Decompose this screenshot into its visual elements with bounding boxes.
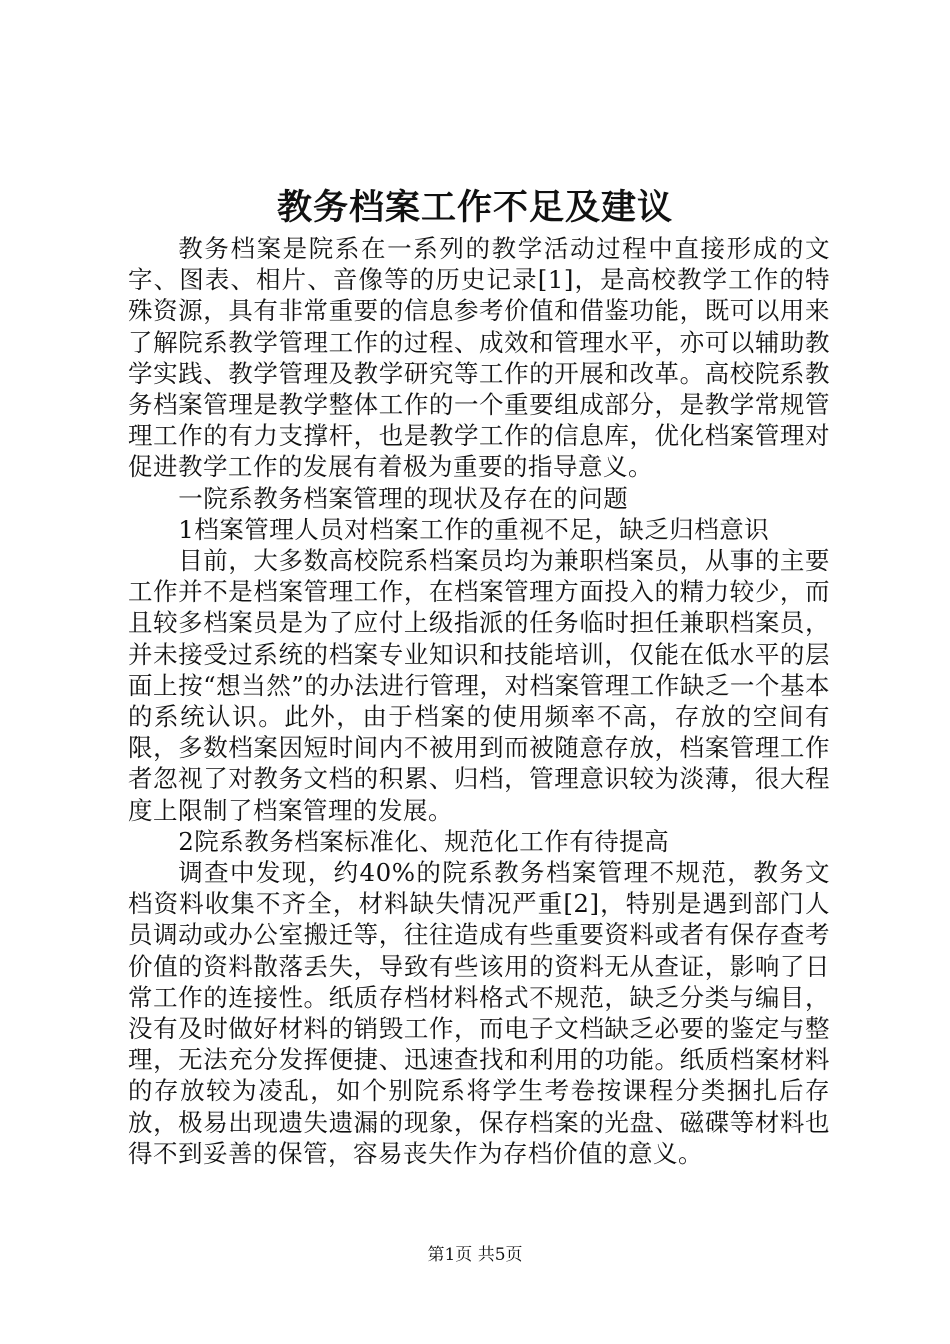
section-heading-1: 一院系教务档案管理的现状及存在的问题 [178,483,629,513]
subsection-heading-1: 1档案管理人员对档案工作的重视不足，缺乏归档意识 [178,514,770,544]
intro-paragraph: 教务档案是院系在一系列的教学活动过程中直接形成的文字、图表、相片、音像等的历史记录[1]，是高校教学工作的特殊资源，具有非常重要的信息参考价值和借鉴功能，既可以用来了解院系教学管理工作的过程、成效和管理水平，亦可以辅助教学实践、教学管理及教学研究等工作的开展和改革。高校院系教务档案管理是教学整体工作的一个重要组成部分，是教学常规管理工作的有力支撑杆，也是教学工作的信息库，优化档案管理对促进教学工作的发展有着极为重要的指导意义。 [128,234,830,482]
document-body [128,233,830,1169]
subsection-heading-2: 2院系教务档案标准化、规范化工作有待提高 [178,826,670,856]
page-footer: 第1页 共5页 [427,1245,523,1265]
body-paragraph-2: 调查中发现，约40%的院系教务档案管理不规范，教务文档资料收集不齐全，材料缺失情况严重[2]，特别是遇到部门人员调动或办公室搬迁等，往往造成有些重要资料或者有保存查考价值的资料散落丢失，导致有些该用的资料无从查证，影响了日常工作的连接性。纸质存档材料格式不规范，缺乏分类与编目，没有及时做好材料的销毁工作，而电子文档缺乏必要的鉴定与整理，无法充分发挥便捷、迅速查找和利用的功能。纸质档案材料的存放较为凌乱，如个别院系将学生考卷按课程分类捆扎后存放，极易出现遗失遗漏的现象，保存档案的光盘、磁碟等材料也得不到妥善的保管，容易丧失作为存档价值的意义。 [128,858,830,1168]
body-paragraph-1: 目前，大多数高校院系档案员均为兼职档案员，从事的主要工作并不是档案管理工作，在档案管理方面投入的精力较少，而且较多档案员是为了应付上级指派的任务临时担任兼职档案员，并未接受过系统的档案专业知识和技能培训，仅能在低水平的层面上按“想当然”的办法进行管理，对档案管理工作缺乏一个基本的系统认识。此外，由于档案的使用频率不高，存放的空间有限，多数档案因短时间内不被用到而被随意存放，档案管理工作者忽视了对教务文档的积累、归档，管理意识较为淡薄，很大程度上限制了档案管理的发展。 [128,546,830,825]
document-title: 教务档案工作不足及建议 [276,188,673,228]
